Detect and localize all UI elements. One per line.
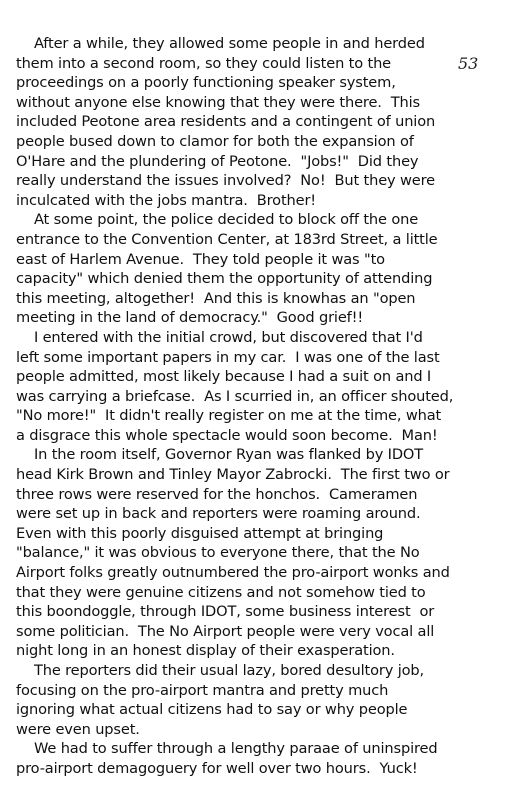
text-line: Airport folks greatly outnumbered the pro-airport wonks and <box>16 564 450 582</box>
text-line: Even with this poorly disguised attempt at bringing <box>16 524 384 542</box>
text-line: some politician. The No Airport people were very vocal all <box>16 622 435 640</box>
text-line: pro-airport demagoguery for well over two hours. Yuck! <box>16 759 418 777</box>
text-line: people bused down to clamor for both the expansion of <box>16 132 414 150</box>
text-line: was carrying a briefcase. As I scurried in, an officer shouted, <box>16 387 454 405</box>
text-line: really understand the issues involved? No! But they were <box>16 172 435 190</box>
text-line: inculcated with the jobs mantra. Brother! <box>16 191 316 209</box>
text-line: east of Harlem Avenue. They told people it was "to <box>16 250 385 268</box>
text-line: included Peotone area residents and a contingent of union <box>16 113 436 131</box>
text-line: them into a second room, so they could listen to the <box>16 54 391 72</box>
text-line: proceedings on a poorly functioning speaker system, <box>16 74 396 92</box>
text-line: people admitted, most likely because I had a suit on and I <box>16 368 432 386</box>
text-line: three rows were reserved for the honchos. Cameramen <box>16 485 418 503</box>
text-line: "No more!" It didn't really register on me at the time, what <box>16 407 442 425</box>
text-line: were even upset. <box>16 720 140 738</box>
text-line: were set up in back and reporters were roaming around. <box>16 505 421 523</box>
text-line: The reporters did their usual lazy, bored desultory job, <box>16 662 425 679</box>
text-line: capacity" which denied them the opportunity of attending <box>16 270 433 288</box>
text-line: night long in an honest display of their exasperation. <box>16 642 395 660</box>
body-text <box>16 34 516 779</box>
page-number: 53 <box>458 54 479 73</box>
text-line: a disgrace this whole spectacle would soon become. Man! <box>16 426 438 444</box>
text-line: I entered with the initial crowd, but discovered that I'd <box>16 328 423 346</box>
text-line: entrance to the Convention Center, at 183rd Street, a little <box>16 230 438 248</box>
text-line: "balance," it was obvious to everyone there, that the No <box>16 544 420 562</box>
text-line: without anyone else knowing that they were there. This <box>16 93 420 111</box>
text-line: meeting in the land of democracy." Good grief!! <box>16 309 364 327</box>
text-line: We had to suffer through a lengthy paraae of uninspired <box>16 740 438 758</box>
text-line: left some important papers in my car. I was one of the last <box>16 348 440 366</box>
text-line: that they were genuine citizens and not somehow tied to <box>16 583 426 601</box>
text-line: this boondoggle, through IDOT, some business interest or <box>16 603 435 621</box>
text-line: In the room itself, Governor Ryan was flanked by IDOT <box>16 446 424 464</box>
text-line: this meeting, altogether! And this is knowhas an "open <box>16 289 416 307</box>
text-line: At some point, the police decided to block off the one <box>16 211 419 229</box>
text-line: ignoring what actual citizens had to say or why people <box>16 701 408 719</box>
text-line: focusing on the pro-airport mantra and pretty much <box>16 681 389 699</box>
text-line: head Kirk Brown and Tinley Mayor Zabrocki. The first two or <box>16 466 450 484</box>
text-line: After a while, they allowed some people in and herded <box>16 35 425 52</box>
text-line: O'Hare and the plundering of Peotone. "Jobs!" Did they <box>16 152 419 170</box>
